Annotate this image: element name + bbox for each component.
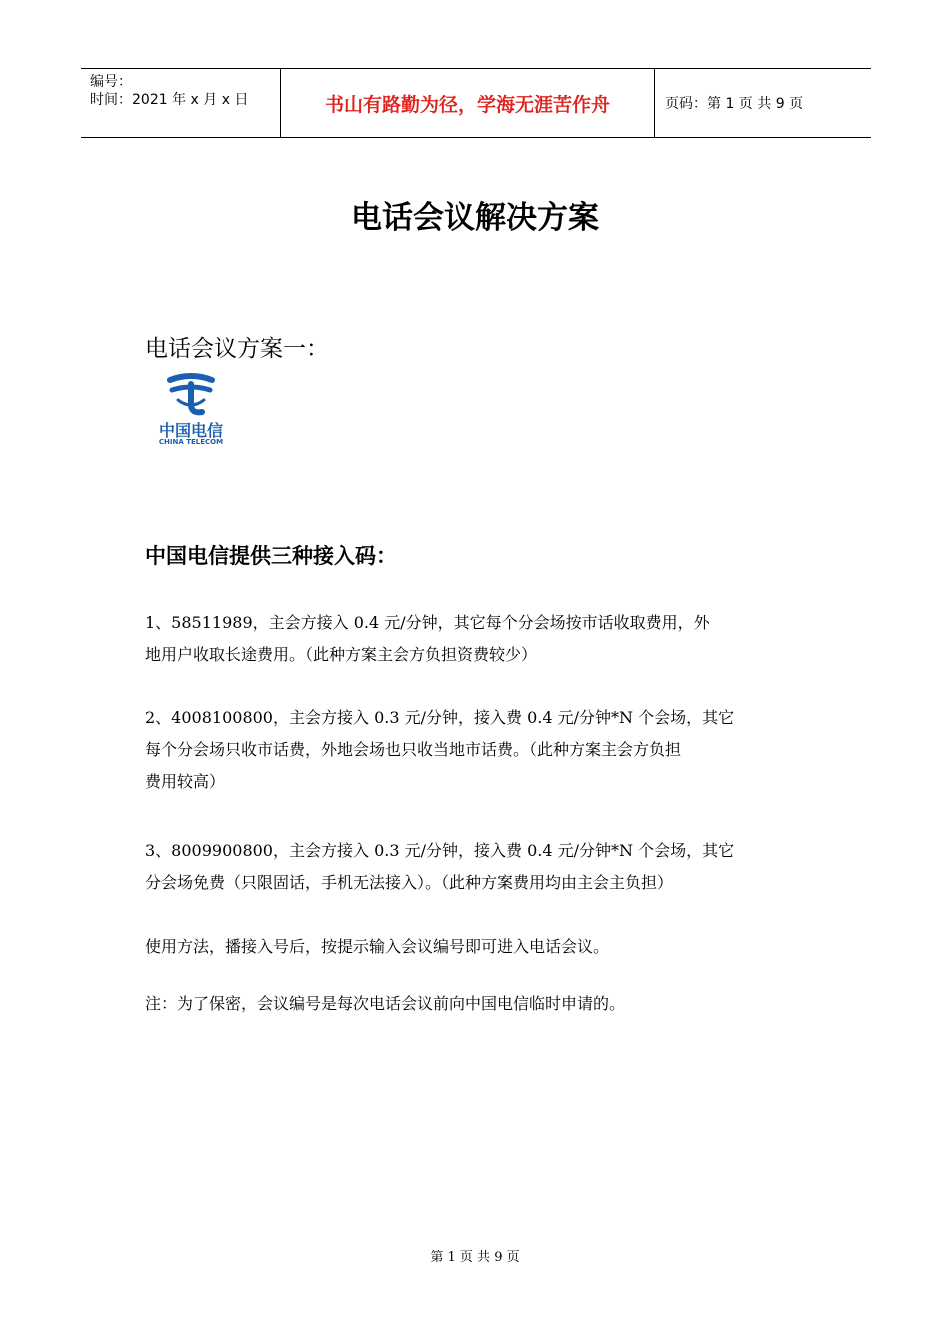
logo-english-text: CHINA TELECOM	[158, 438, 224, 446]
para-line: 3、8009900800，主会方接入 0.3 元/分钟，接入费 0.4 元/分钟*N 个会场，其它	[145, 841, 735, 860]
para-line: 地用户收取长途费用。（此种方案主会方负担资费较少）	[145, 645, 538, 664]
china-telecom-logo	[152, 370, 230, 450]
header-motto: 书山有路勤为径，学海无涯苦作舟	[281, 69, 655, 137]
logo-chinese-text: 中国电信	[158, 421, 223, 440]
page-footer: 第 1 页 共 9 页	[430, 1250, 520, 1265]
time-label: 时间：2021 年 x 月 x 日	[90, 92, 249, 108]
header-meta-cell	[81, 69, 281, 137]
document-title: 电话会议解决方案	[351, 200, 599, 236]
access-code-3	[145, 835, 815, 899]
section2-heading: 中国电信提供三种接入码：	[145, 544, 397, 568]
note-text: 注：为了保密，会议编号是每次电话会议前向中国电信临时申请的。	[145, 994, 626, 1013]
access-code-1	[145, 607, 815, 671]
access-code-2	[145, 702, 815, 798]
para-line: 2、4008100800，主会方接入 0.3 元/分钟，接入费 0.4 元/分钟*N 个会场，其它	[145, 708, 735, 727]
para-line: 费用较高）	[145, 772, 226, 791]
document-header	[81, 68, 871, 138]
telecom-swirl-icon	[152, 370, 230, 418]
header-page-info: 页码：第 1 页 共 9 页	[665, 96, 804, 112]
usage-text: 使用方法，播接入号后，按提示输入会议编号即可进入电话会议。	[145, 937, 610, 956]
para-line: 1、58511989，主会方接入 0.4 元/分钟，其它每个分会场按市话收取费用，外	[145, 613, 710, 632]
para-line: 每个分会场只收市话费，外地会场也只收当地市话费。（此种方案主会方负担	[145, 740, 682, 759]
para-line: 分会场免费（只限固话，手机无法接入）。（此种方案费用均由主会主负担）	[145, 873, 674, 892]
section1-heading: 电话会议方案一：	[145, 336, 329, 362]
number-label: 编号：	[90, 74, 132, 90]
